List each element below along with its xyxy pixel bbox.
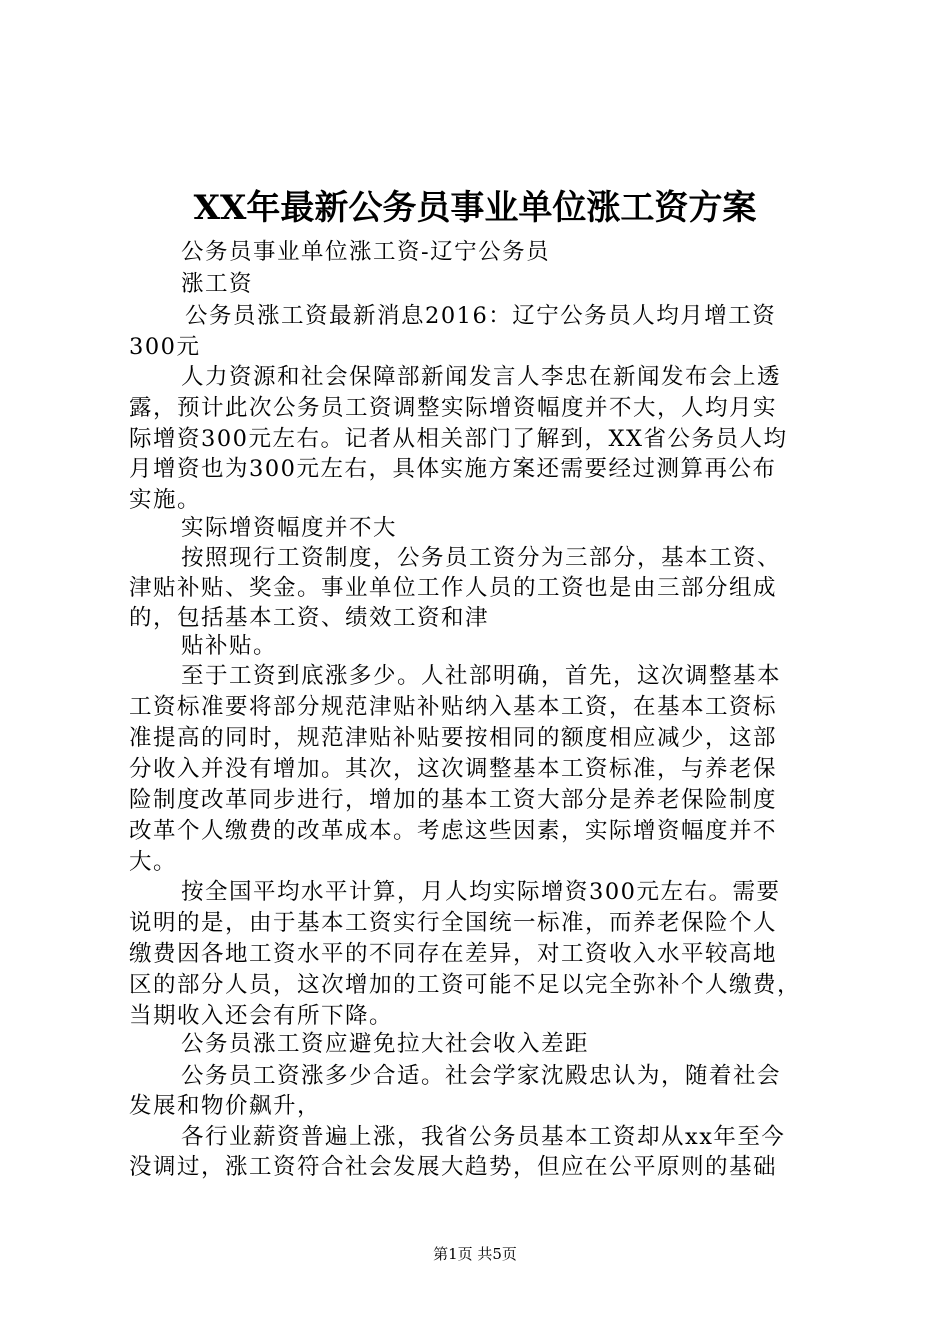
text-line: 大。 <box>129 849 178 875</box>
text-line: 按照现行工资制度，公务员工资分为三部分，基本工资、 <box>181 545 782 571</box>
text-line: 际增资300元左右。记者从相关部门了解到，XX省公务员人均 <box>129 426 788 452</box>
text-line: 人力资源和社会保障部新闻发言人李忠在新闻发布会上透 <box>181 364 782 390</box>
page-number-footer: 第1页 共5页 <box>433 1245 517 1263</box>
section-heading: 公务员涨工资应避免拉大社会收入差距 <box>181 1031 590 1057</box>
text-line: 公务员涨工资最新消息2016：辽宁公务员人均月增工资 <box>185 303 777 329</box>
text-line: 月增资也为300元左右，具体实施方案还需要经过测算再公布 <box>129 456 777 482</box>
text-line: 当期收入还会有所下降。 <box>129 1003 394 1029</box>
text-line: 露，预计此次公务员工资调整实际增资幅度并不大，人均月实 <box>129 395 778 421</box>
text-line: 没调过，涨工资符合社会发展大趋势，但应在公平原则的基础 <box>129 1154 778 1180</box>
text-line: 贴补贴。 <box>181 633 278 659</box>
text-line: 各行业薪资普遍上涨，我省公务员基本工资却从xx年至今 <box>181 1124 786 1150</box>
text-line: 准提高的同时，规范津贴补贴要按相同的额度相应减少，这部 <box>129 725 778 751</box>
text-line: 区的部分人员，这次增加的工资可能不足以完全弥补个人缴费， <box>129 972 802 998</box>
section-heading: 实际增资幅度并不大 <box>181 515 398 541</box>
text-line: 公务员工资涨多少合适。社会学家沈殿忠认为，随着社会 <box>181 1063 782 1089</box>
text-line: 分收入并没有增加。其次，这次调整基本工资标准，与养老保 <box>129 756 778 782</box>
text-line: 发展和物价飙升， <box>129 1093 322 1119</box>
text-line: 至于工资到底涨多少。人社部明确，首先，这次调整基本 <box>181 663 782 689</box>
text-line: 的，包括基本工资、绩效工资和津 <box>129 605 490 631</box>
text-line: 工资标准要将部分规范津贴补贴纳入基本工资，在基本工资标 <box>129 694 778 720</box>
text-line: 津贴补贴、奖金。事业单位工作人员的工资也是由三部分组成 <box>129 575 778 601</box>
text-line: 实施。 <box>129 487 202 513</box>
text-line: 按全国平均水平计算，月人均实际增资300元左右。需要 <box>181 879 781 905</box>
text-line: 险制度改革同步进行，增加的基本工资大部分是养老保险制度 <box>129 787 778 813</box>
text-line: 改革个人缴费的改革成本。考虑这些因素，实际增资幅度并不 <box>129 818 778 844</box>
text-line: 300元 <box>129 334 201 360</box>
document-title: XX年最新公务员事业单位涨工资方案 <box>193 188 757 228</box>
text-line: 涨工资 <box>181 271 254 297</box>
text-line: 公务员事业单位涨工资-辽宁公务员 <box>181 239 551 265</box>
text-line: 说明的是，由于基本工资实行全国统一标准，而养老保险个人 <box>129 910 778 936</box>
text-line: 缴费因各地工资水平的不同存在差异，对工资收入水平较高地 <box>129 941 778 967</box>
